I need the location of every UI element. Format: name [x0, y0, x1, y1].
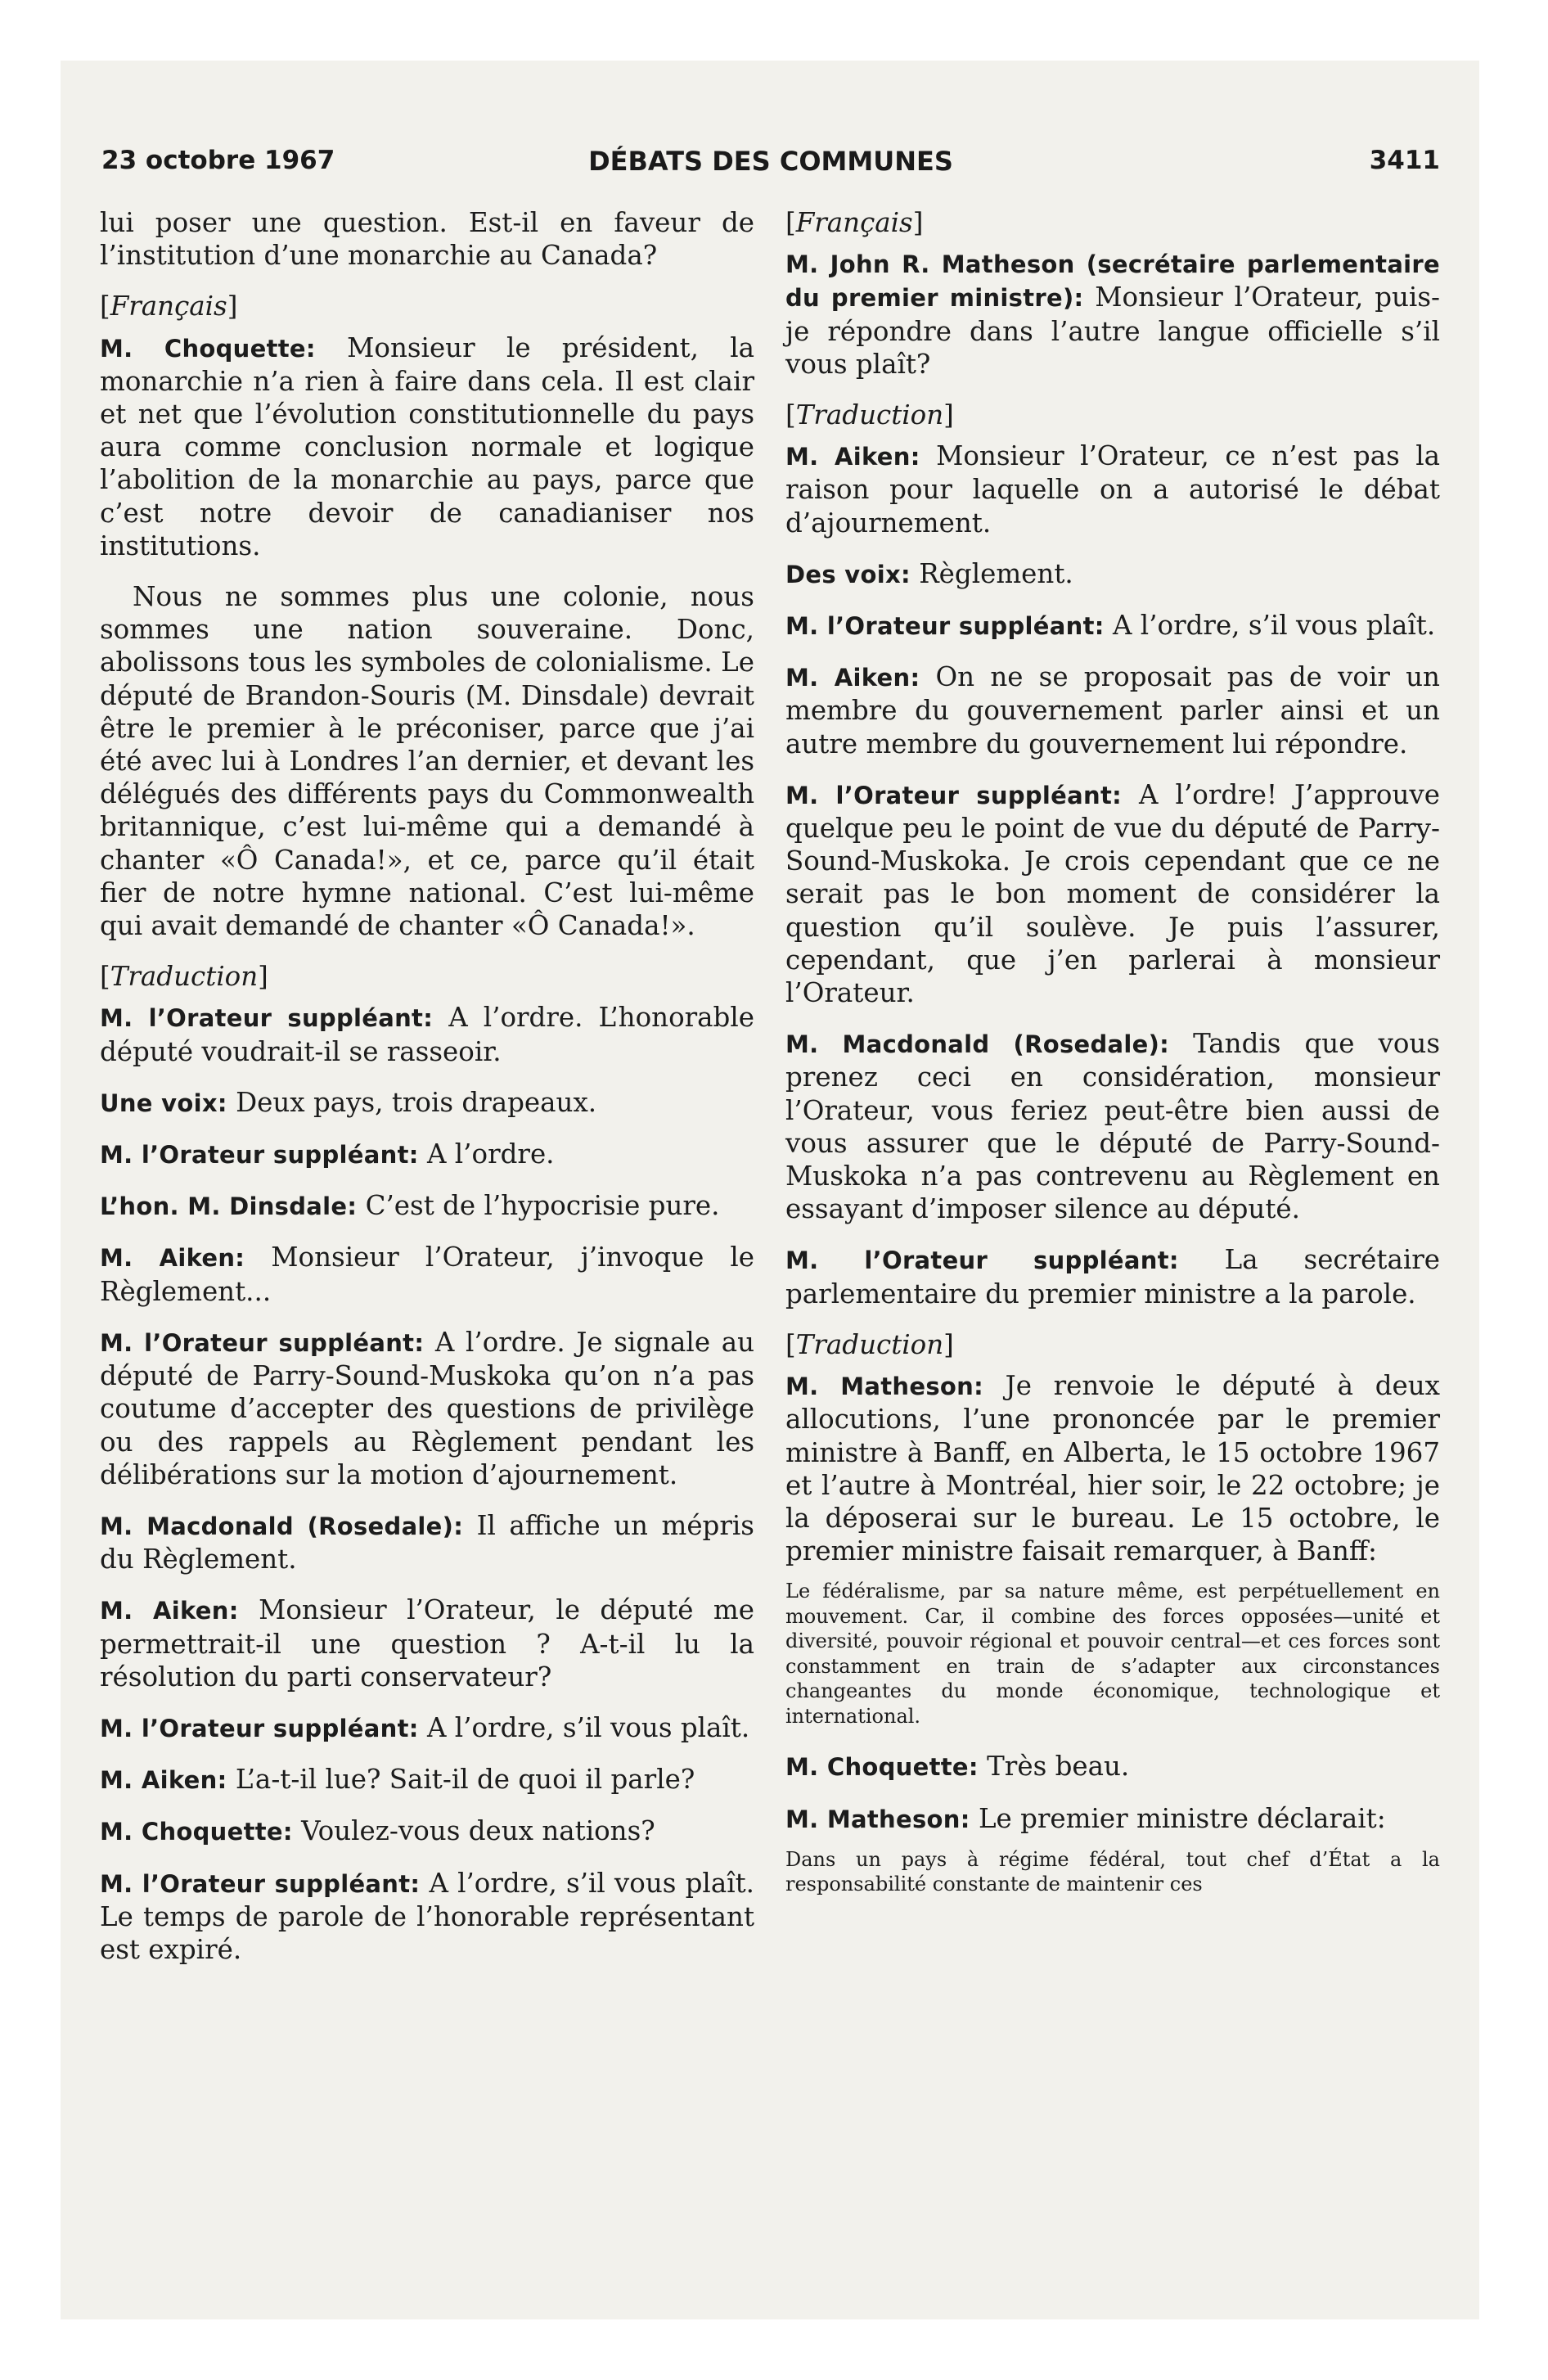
- paragraph: Nous ne sommes plus une colonie, nous sommes une nation souveraine. Donc, abolissons tous les symboles de colonialisme. Le député de Brandon-Souris (M. Dinsdale) devrait être le premier à le préconiser, parce que j’ai été avec lui à Londres l’an dernier, et devant les délégués des différents pays du Commonwealth britannique, c’est lui-même qui a demandé à chanter «Ô Canada!», et ce, parce qu’il était fier de notre hymne national. C’est lui-même qui avait demandé de chanter «Ô Canada!».: [100, 581, 754, 942]
- speech: M. Aiken: On ne se proposait pas de voir un membre du gouvernement parler ainsi et un autre membre du gouvernement lui répondre.: [785, 661, 1440, 760]
- speaker-name: M. Aiken:: [785, 443, 920, 471]
- speaker-name: M. Matheson:: [785, 1805, 970, 1833]
- speech: M. Macdonald (Rosedale): Il affiche un mépris du Règlement.: [100, 1509, 754, 1575]
- speaker-name: M. Aiken:: [100, 1244, 245, 1273]
- block-quote: Le fédéralisme, par sa nature même, est perpétuellement en mouvement. Car, il combine des forces opposées—unité et diversité, pouvoir régional et pouvoir central—et ces forces sont constamment en train de s’adapter aux circonstances changeantes du monde économique, technologique et international.: [785, 1580, 1440, 1728]
- header-title: DÉBATS DES COMMUNES: [588, 146, 953, 177]
- speech: M. Aiken: Monsieur l’Orateur, le député me permettrait-il une question ? A-t-il lu la résolution du parti conservateur?: [100, 1594, 754, 1693]
- section-label: [ Français ]: [785, 206, 1440, 239]
- speech: M. Macdonald (Rosedale): Tandis que vous prenez ceci en considération, monsieur l’Orateur, vous feriez peut-être bien aussi de vous assurer que le député de Parry-Sound-Muskoka n’a pas contrevenu au Règlement en essayant d’imposer silence au député.: [785, 1028, 1440, 1225]
- speech: M. Choquette: Monsieur le président, la monarchie n’a rien à faire dans cela. Il est clair et net que l’évolution constitutionnelle du pays aura comme conclusion normale et logique l’abolition de la monarchie au pays, parce que c’est notre devoir de canadianiser nos institutions.: [100, 331, 754, 561]
- speech: M. Matheson: Le premier ministre déclarait:: [785, 1802, 1386, 1834]
- section-label: [ Traduction ]: [785, 1328, 1440, 1361]
- speech: M. l’Orateur suppléant: A l’ordre.: [100, 1138, 555, 1170]
- speech: M. Choquette: Très beau.: [785, 1751, 1130, 1783]
- header-page-number: 3411: [1369, 146, 1440, 175]
- speech: M. l’Orateur suppléant: A l’ordre, s’il vous plaît. Le temps de parole de l’honorable représentant est expiré.: [100, 1867, 754, 1965]
- left-column: [100, 206, 754, 1984]
- speech: M. Matheson: Je renvoie le député à deux allocutions, l’une prononcée par le premier ministre à Banff, en Alberta, le 15 octobre 1967 et l’autre à Montréal, hier soir, le 22 octobre; je la déposerai sur le bureau. Le 15 octobre, le premier ministre faisait remarquer, à Banff:: [785, 1370, 1440, 1567]
- speaker-name: M. Aiken:: [100, 1766, 227, 1795]
- speech: M. John R. Matheson (secrétaire parlementaire du premier ministre): Monsieur l’Orateur, puis-je répondre dans l’autre langue officielle s’il vous plaît?: [785, 250, 1440, 380]
- speech: M. Aiken: L’a-t-il lue? Sait-il de quoi il parle?: [100, 1764, 695, 1796]
- speaker-name: M. l’Orateur suppléant:: [100, 1328, 425, 1357]
- speech: Une voix: Deux pays, trois drapeaux.: [100, 1086, 597, 1118]
- speaker-name: M. l’Orateur suppléant:: [785, 612, 1105, 641]
- speaker-name: M. l’Orateur suppléant:: [100, 1004, 434, 1033]
- page-header: [101, 146, 1440, 187]
- section-label: [ Français ]: [100, 290, 754, 322]
- speech: M. l’Orateur suppléant: La secrétaire parlementaire du premier ministre a la parole.: [785, 1244, 1440, 1309]
- speech: M. l’Orateur suppléant: A l’ordre! J’approuve quelque peu le point de vue du député de Parry-Sound-Muskoka. Je crois cependant que ce ne serait pas le bon moment de considérer la question qu’il soulève. Je puis l’assurer, cependant, que j’en parlerai à monsieur l’Orateur.: [785, 778, 1441, 1009]
- speaker-name: M. Macdonald (Rosedale):: [785, 1030, 1170, 1059]
- speaker-name: M. John R. Matheson (secrétaire parlementaire du premier ministre):: [785, 250, 1440, 313]
- paragraph: lui poser une question. Est-il en faveur de l’institution d’une monarchie au Canada?: [100, 207, 754, 272]
- speaker-name: M. Choquette:: [100, 334, 316, 363]
- block-quote: Dans un pays à régime fédéral, tout chef d’État a la responsabilité constante de maintenir ces: [785, 1847, 1440, 1896]
- speaker-name: M. l’Orateur suppléant:: [100, 1714, 419, 1742]
- speaker-name: M. Aiken:: [785, 664, 920, 692]
- speaker-name: M. l’Orateur suppléant:: [785, 781, 1123, 809]
- speaker-name: M. Macdonald (Rosedale):: [100, 1512, 464, 1540]
- speaker-name: M. l’Orateur suppléant:: [100, 1869, 421, 1898]
- speaker-name: Une voix:: [100, 1089, 227, 1117]
- speaker-name: M. l’Orateur suppléant:: [100, 1141, 419, 1170]
- speech: M. l’Orateur suppléant: A l’ordre, s’il vous plaît.: [100, 1711, 750, 1743]
- section-label: [ Traduction ]: [785, 399, 1440, 431]
- speaker-name: L’hon. M. Dinsdale:: [100, 1192, 358, 1221]
- speaker-name: M. Matheson:: [785, 1373, 983, 1401]
- header-date: 23 octobre 1967: [101, 146, 335, 175]
- speech: M. l’Orateur suppléant: A l’ordre, s’il vous plaît.: [785, 610, 1436, 642]
- section-label: [ Traduction ]: [100, 960, 754, 993]
- speech: M. Aiken: Monsieur l’Orateur, j’invoque le Règlement...: [100, 1242, 754, 1307]
- speech: M. Aiken: Monsieur l’Orateur, ce n’est pas la raison pour laquelle on a autorisé le débat d’ajournement.: [785, 440, 1440, 539]
- speech: L’hon. M. Dinsdale: C’est de l’hypocrisie pure.: [100, 1190, 720, 1222]
- speech: M. Choquette: Voulez-vous deux nations?: [100, 1815, 655, 1847]
- speaker-name: M. l’Orateur suppléant:: [785, 1246, 1179, 1275]
- speaker-name: M. Aiken:: [100, 1597, 239, 1625]
- speaker-name: M. Choquette:: [785, 1753, 979, 1782]
- speaker-name: Des voix:: [785, 560, 911, 588]
- right-column: [785, 206, 1440, 1918]
- speech: M. l’Orateur suppléant: A l’ordre. Je signale au député de Parry-Sound-Muskoka qu’on n’a pas coutume d’accepter des questions de privilège ou des rappels au Règlement pendant les délibérations sur la motion d’ajournement.: [100, 1326, 754, 1490]
- speaker-name: M. Choquette:: [100, 1818, 293, 1846]
- speech: Des voix: Règlement.: [785, 557, 1073, 589]
- speech: M. l’Orateur suppléant: A l’ordre. L’honorable député voudrait-il se rasseoir.: [100, 1002, 754, 1067]
